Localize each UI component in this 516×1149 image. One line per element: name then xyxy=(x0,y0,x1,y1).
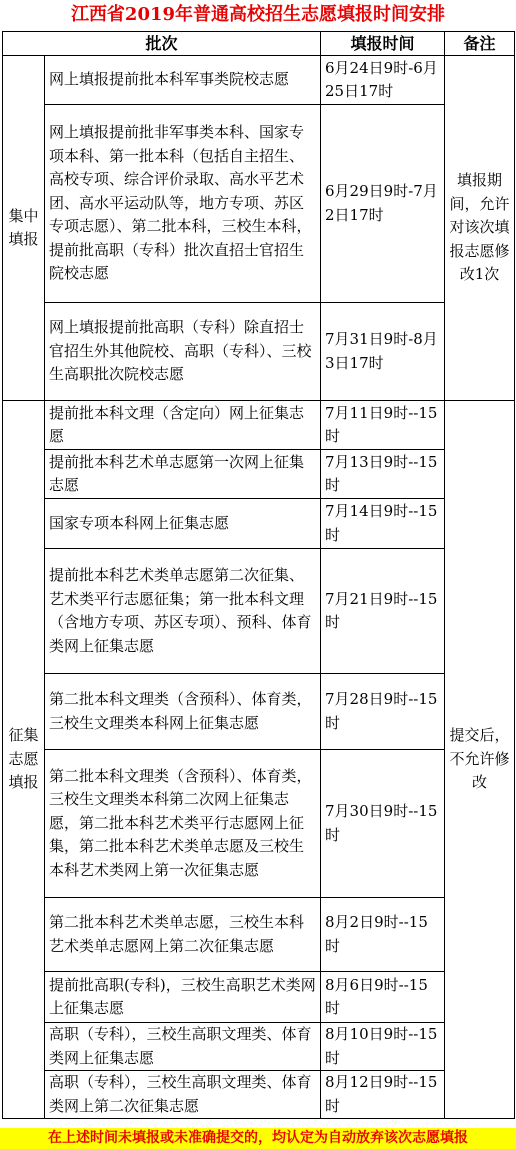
table-row xyxy=(3,549,515,674)
category-centralized: 集中填报 xyxy=(3,56,45,401)
time-cell: 7月28日9时--15时 xyxy=(321,674,445,750)
batch-cell: 提前批本科文理（含定向）网上征集志愿 xyxy=(45,401,321,450)
batch-cell: 第二批本科文理类（含预科）、体育类，三校生文理类本科第二次网上征集志愿，第二批本科艺术类平行志愿网上征集，第二批本科艺术类单志愿及三校生本科艺术类网上第一次征集志愿 xyxy=(45,750,321,898)
table-row xyxy=(3,1071,515,1119)
page-title: 江西省2019年普通高校招生志愿填报时间安排 xyxy=(70,4,446,25)
time-cell: 7月11日9时--15时 xyxy=(321,401,445,450)
category-solicitation: 征集志愿填报 xyxy=(3,401,45,1119)
table-row xyxy=(3,499,515,549)
time-cell: 7月21日9时--15时 xyxy=(321,549,445,674)
schedule-table xyxy=(2,31,515,1119)
table-row xyxy=(3,898,515,972)
time-cell: 8月6日9时--15时 xyxy=(321,972,445,1023)
time-cell: 8月2日9时--15时 xyxy=(321,898,445,972)
time-cell: 6月24日9时-6月25日17时 xyxy=(321,56,445,105)
time-cell: 6月29日9时-7月2日17时 xyxy=(321,105,445,303)
time-cell: 8月12日9时--15时 xyxy=(321,1071,445,1119)
table-row xyxy=(3,750,515,898)
table-row xyxy=(3,674,515,750)
table-row xyxy=(3,972,515,1023)
header-batch: 批次 xyxy=(3,32,321,56)
table-row xyxy=(3,401,515,450)
time-cell: 7月14日9时--15时 xyxy=(321,499,445,549)
table-row xyxy=(3,105,515,303)
header-time: 填报时间 xyxy=(321,32,445,56)
time-cell: 7月13日9时--15时 xyxy=(321,450,445,499)
footer-notice: 在上述时间未填报或未准确提交的，均认定为自动放弃该次志愿填报 xyxy=(0,1128,516,1149)
header-note: 备注 xyxy=(445,32,515,56)
batch-cell: 网上填报提前批高职（专科）除直招士官招生外其他院校、高职（专科）、三校生高职批次院校志愿 xyxy=(45,303,321,401)
table-row xyxy=(3,303,515,401)
batch-cell: 网上填报提前批本科军事类院校志愿 xyxy=(45,56,321,105)
batch-cell: 高职（专科），三校生高职文理类、体育类网上征集志愿 xyxy=(45,1023,321,1071)
batch-cell: 网上填报提前批非军事类本科、国家专项本科、第一批本科（包括自主招生、高校专项、综合评价录取、高水平艺术团、高水平运动队等，地方专项、苏区专项志愿）、第二批本科，三校生本科，提前批高职（专科）批次直招士官招生院校志愿 xyxy=(45,105,321,303)
table-header-row xyxy=(3,32,515,56)
time-cell: 7月31日9时-8月3日17时 xyxy=(321,303,445,401)
batch-cell: 高职（专科），三校生高职文理类、体育类网上第二次征集志愿 xyxy=(45,1071,321,1119)
time-cell: 8月10日9时--15时 xyxy=(321,1023,445,1071)
batch-cell: 提前批本科艺术类单志愿第二次征集、艺术类平行志愿征集；第一批本科文理（含地方专项、苏区专项）、预科、体育类网上征集志愿 xyxy=(45,549,321,674)
time-cell: 7月30日9时--15时 xyxy=(321,750,445,898)
note-centralized: 填报期间，允许对该次填报志愿修改1次 xyxy=(445,56,515,401)
batch-cell: 提前批本科艺术单志愿第一次网上征集志愿 xyxy=(45,450,321,499)
batch-cell: 第二批本科艺术类单志愿，三校生本科艺术类单志愿网上第二次征集志愿 xyxy=(45,898,321,972)
batch-cell: 第二批本科文理类（含预科）、体育类，三校生文理类本科网上征集志愿 xyxy=(45,674,321,750)
table-row xyxy=(3,450,515,499)
table-row xyxy=(3,56,515,105)
table-row xyxy=(3,1023,515,1071)
batch-cell: 提前批高职(专科)，三校生高职艺术类网上征集志愿 xyxy=(45,972,321,1023)
note-solicitation: 提交后，不允许修改 xyxy=(445,401,515,1119)
batch-cell: 国家专项本科网上征集志愿 xyxy=(45,499,321,549)
